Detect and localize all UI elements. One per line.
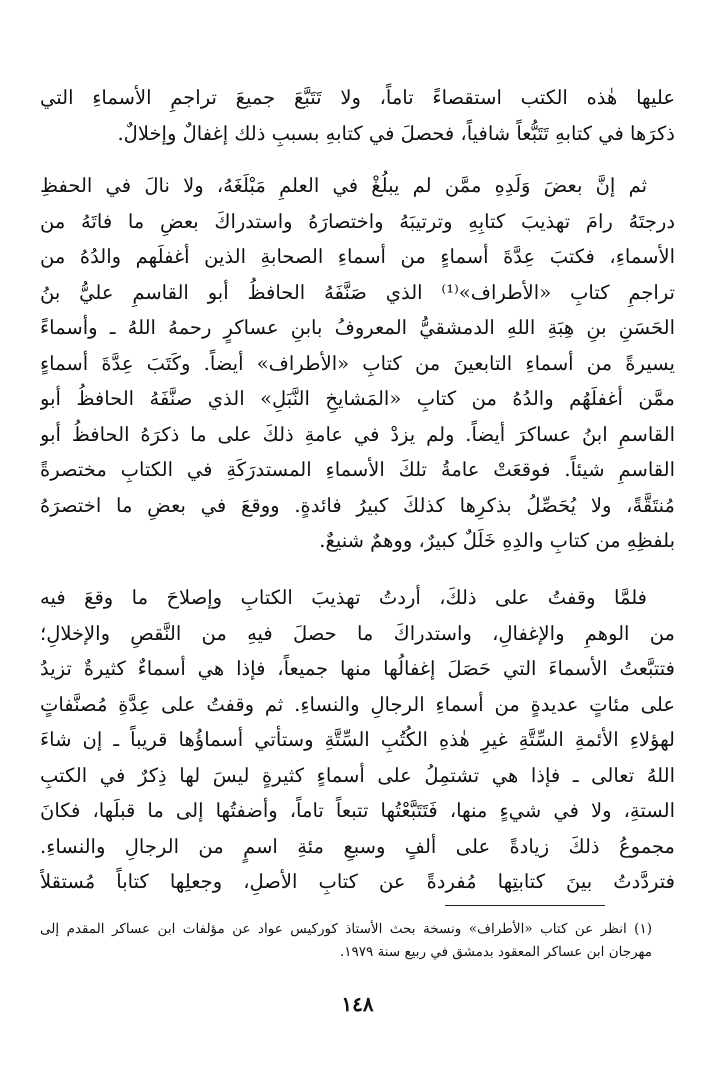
paragraph-1 <box>40 80 675 151</box>
text-line: عليها هٰذه الكتب استقصاءً تاماً، ولا تَتَبَّعَ جميعَ تراجمِ الأسماءِ التي <box>40 86 675 109</box>
page-number: ١٤٨ <box>341 992 374 1016</box>
text-line: لهؤلاءِ الأئمةِ السِّتَّةِ غيرِ هٰذهِ الكُتُبِ السِّتَّةِ وستأتي أسماؤُها قريباً ـ إن شاءَ <box>40 728 675 751</box>
footnote-separator <box>445 905 605 906</box>
footnote-line: (١) انظر عن كتاب «الأطراف» ونسخة بحث الأستاذ كوركيس عواد عن مؤلفات ابن عساكر المقدم إلى <box>40 921 652 937</box>
text-line: مجموعُ ذلكَ زيادةً على ألفٍ وسبعِ مئةِ اسمٍ من الرجالِ والنساءِ. <box>40 834 675 858</box>
text-line: الستةِ، ولا في شيءٍ منها، فَتَتَبَّعْتُها تتبعاً تاماً، وأضفتُها إلى ما قبلَها، فكانَ <box>40 799 675 822</box>
text-line: القاسمِ ابنُ عساكرَ أيضاً. ولم يزدْ في عامةِ ذلكَ على ما ذكرَهُ الحافظُ أبو <box>40 422 675 446</box>
text-line: درجتَهُ رامَ تهذيبَ كتابِهِ وترتيبَهُ واختصارَهُ واستدراكَ بعضِ ما فاتَهُ من <box>40 209 675 233</box>
text-line: من الوهمِ والإغفالِ، واستدراكَ ما حصلَ فيهِ من النَّقصِ والإخلالِ؛ <box>40 621 675 645</box>
text-line: اللهُ تعالى ـ فإذا هي تشتمِلُ على أسماءٍ كثيرةٍ ليسَ لها ذِكرٌ في الكتبِ <box>40 763 675 787</box>
paragraph-3 <box>40 580 675 900</box>
text-line: ممَّن أغفلَهُم والدُهُ من كتابِ «المَشايخِ النَّبَلِ» الذي صنَّفَهُ الحافظُ أبو <box>40 387 675 410</box>
text-line: القاسمِ شيئاً. فوقعَتْ عامةُ تلكَ الأسماءِ المستدرَكَةِ في الكتابِ مختصرةً <box>40 458 675 481</box>
text-line: ذكرَها في كتابهِ تَتَبُّعاً شافياً، فحصلَ في كتابهِ بسببِ ذلك إغفالٌ وإخلالٌ. <box>117 121 675 145</box>
text-line: مُنتَقَّةً، ولا يُحَصِّلُ بذكرِها كذلكَ كبيرُ فائدةٍ. ووقعَ في بعضِ ما اختصرَهُ <box>40 493 675 517</box>
text-line: الأسماءِ، فكتبَ عِدَّةَ أسماءٍ من أسماءِ الصحابةِ الذين أغفلَهم والدُهُ من <box>40 245 675 268</box>
text-line: يسيرةً من أسماءِ التابعينَ من كتابِ «الأطراف» أيضاً. وكَتَبَ عِدَّةَ أسماءٍ <box>40 351 675 375</box>
footnote-line: مهرجان ابن عساكر المعقود بدمشق في ربيع سنة ١٩٧٩. <box>339 944 652 960</box>
footnotes <box>40 918 652 964</box>
text-line: الحَسَنِ بنِ هِبَةِ اللهِ الدمشقيُّ المعروفُ بابنِ عساكرٍ رحمهُ اللهُ ـ وأسماءً <box>40 316 675 339</box>
text-line: فلمَّا وقفتُ على ذلكَ، أردتُ تهذيبَ الكتابِ وإصلاحَ ما وقعَ فيه <box>40 586 647 609</box>
text-line: على مئاتٍ عديدةٍ من أسماءِ الرجالِ والنساءِ. ثم وقفتُ على عِدَّةِ مُصنَّفاتٍ <box>40 692 675 716</box>
paragraph-2 <box>40 168 675 559</box>
text-line: ثم إنَّ بعضَ وَلَدِهِ ممَّن لم يبلُغْ في العلمِ مَبْلَغَهُ، ولا نالَ في الحفظِ <box>40 174 647 197</box>
text-line: فتردَّدتُ بينَ كتابتِها مُفردةً عن كتابِ الأصلِ، وجعلِها كتاباً مُستقلاً <box>40 870 675 893</box>
text-line: فتتبَّعتُ الأسماءَ التي حَصَلَ إغفالُها منها جميعاً، فإذا هي أسماءٌ كثيرةٌ تزيدُ <box>40 657 675 680</box>
text-line: بلفظِهِ من كتابِ والدِهِ خَلَلٌ كبيرٌ، ووهمٌ شنيعٌ. <box>319 529 675 552</box>
text-line: تراجمِ كتابِ «الأطراف»⁽¹⁾ الذي صَنَّفَهُ الحافظُ أبو القاسمِ عليُّ بنُ <box>40 280 675 304</box>
